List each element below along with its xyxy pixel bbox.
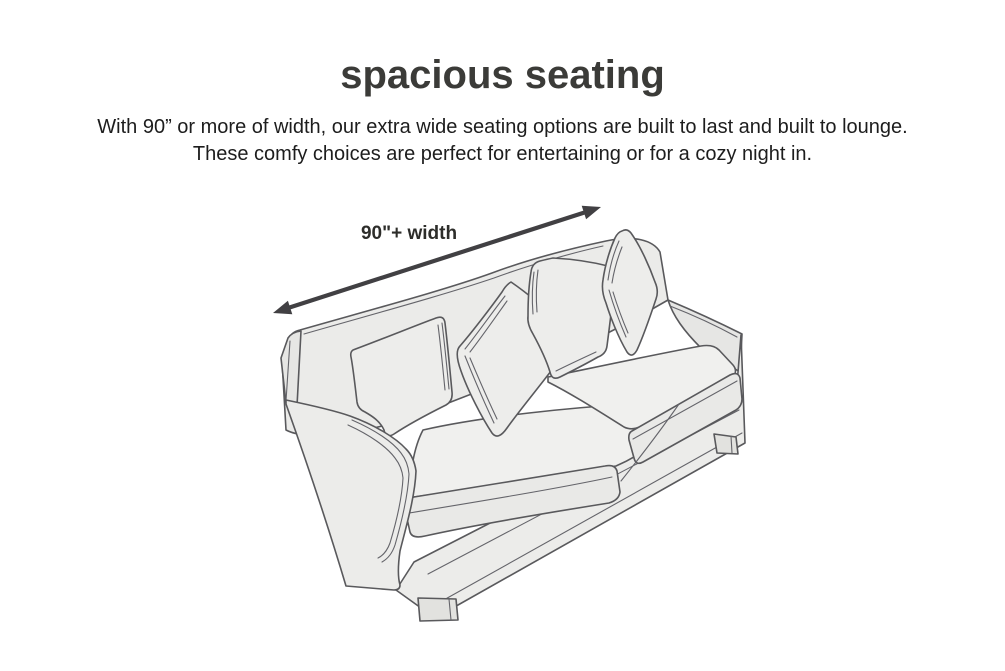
page-title: spacious seating — [340, 53, 665, 97]
description-line-1: With 90” or more of width, our extra wide seating options are built to last and built to lounge. — [97, 116, 908, 138]
dimension-label: 90"+ width — [360, 223, 458, 244]
description-line-2: These comfy choices are perfect for entertaining or for a cozy night in. — [192, 143, 813, 165]
